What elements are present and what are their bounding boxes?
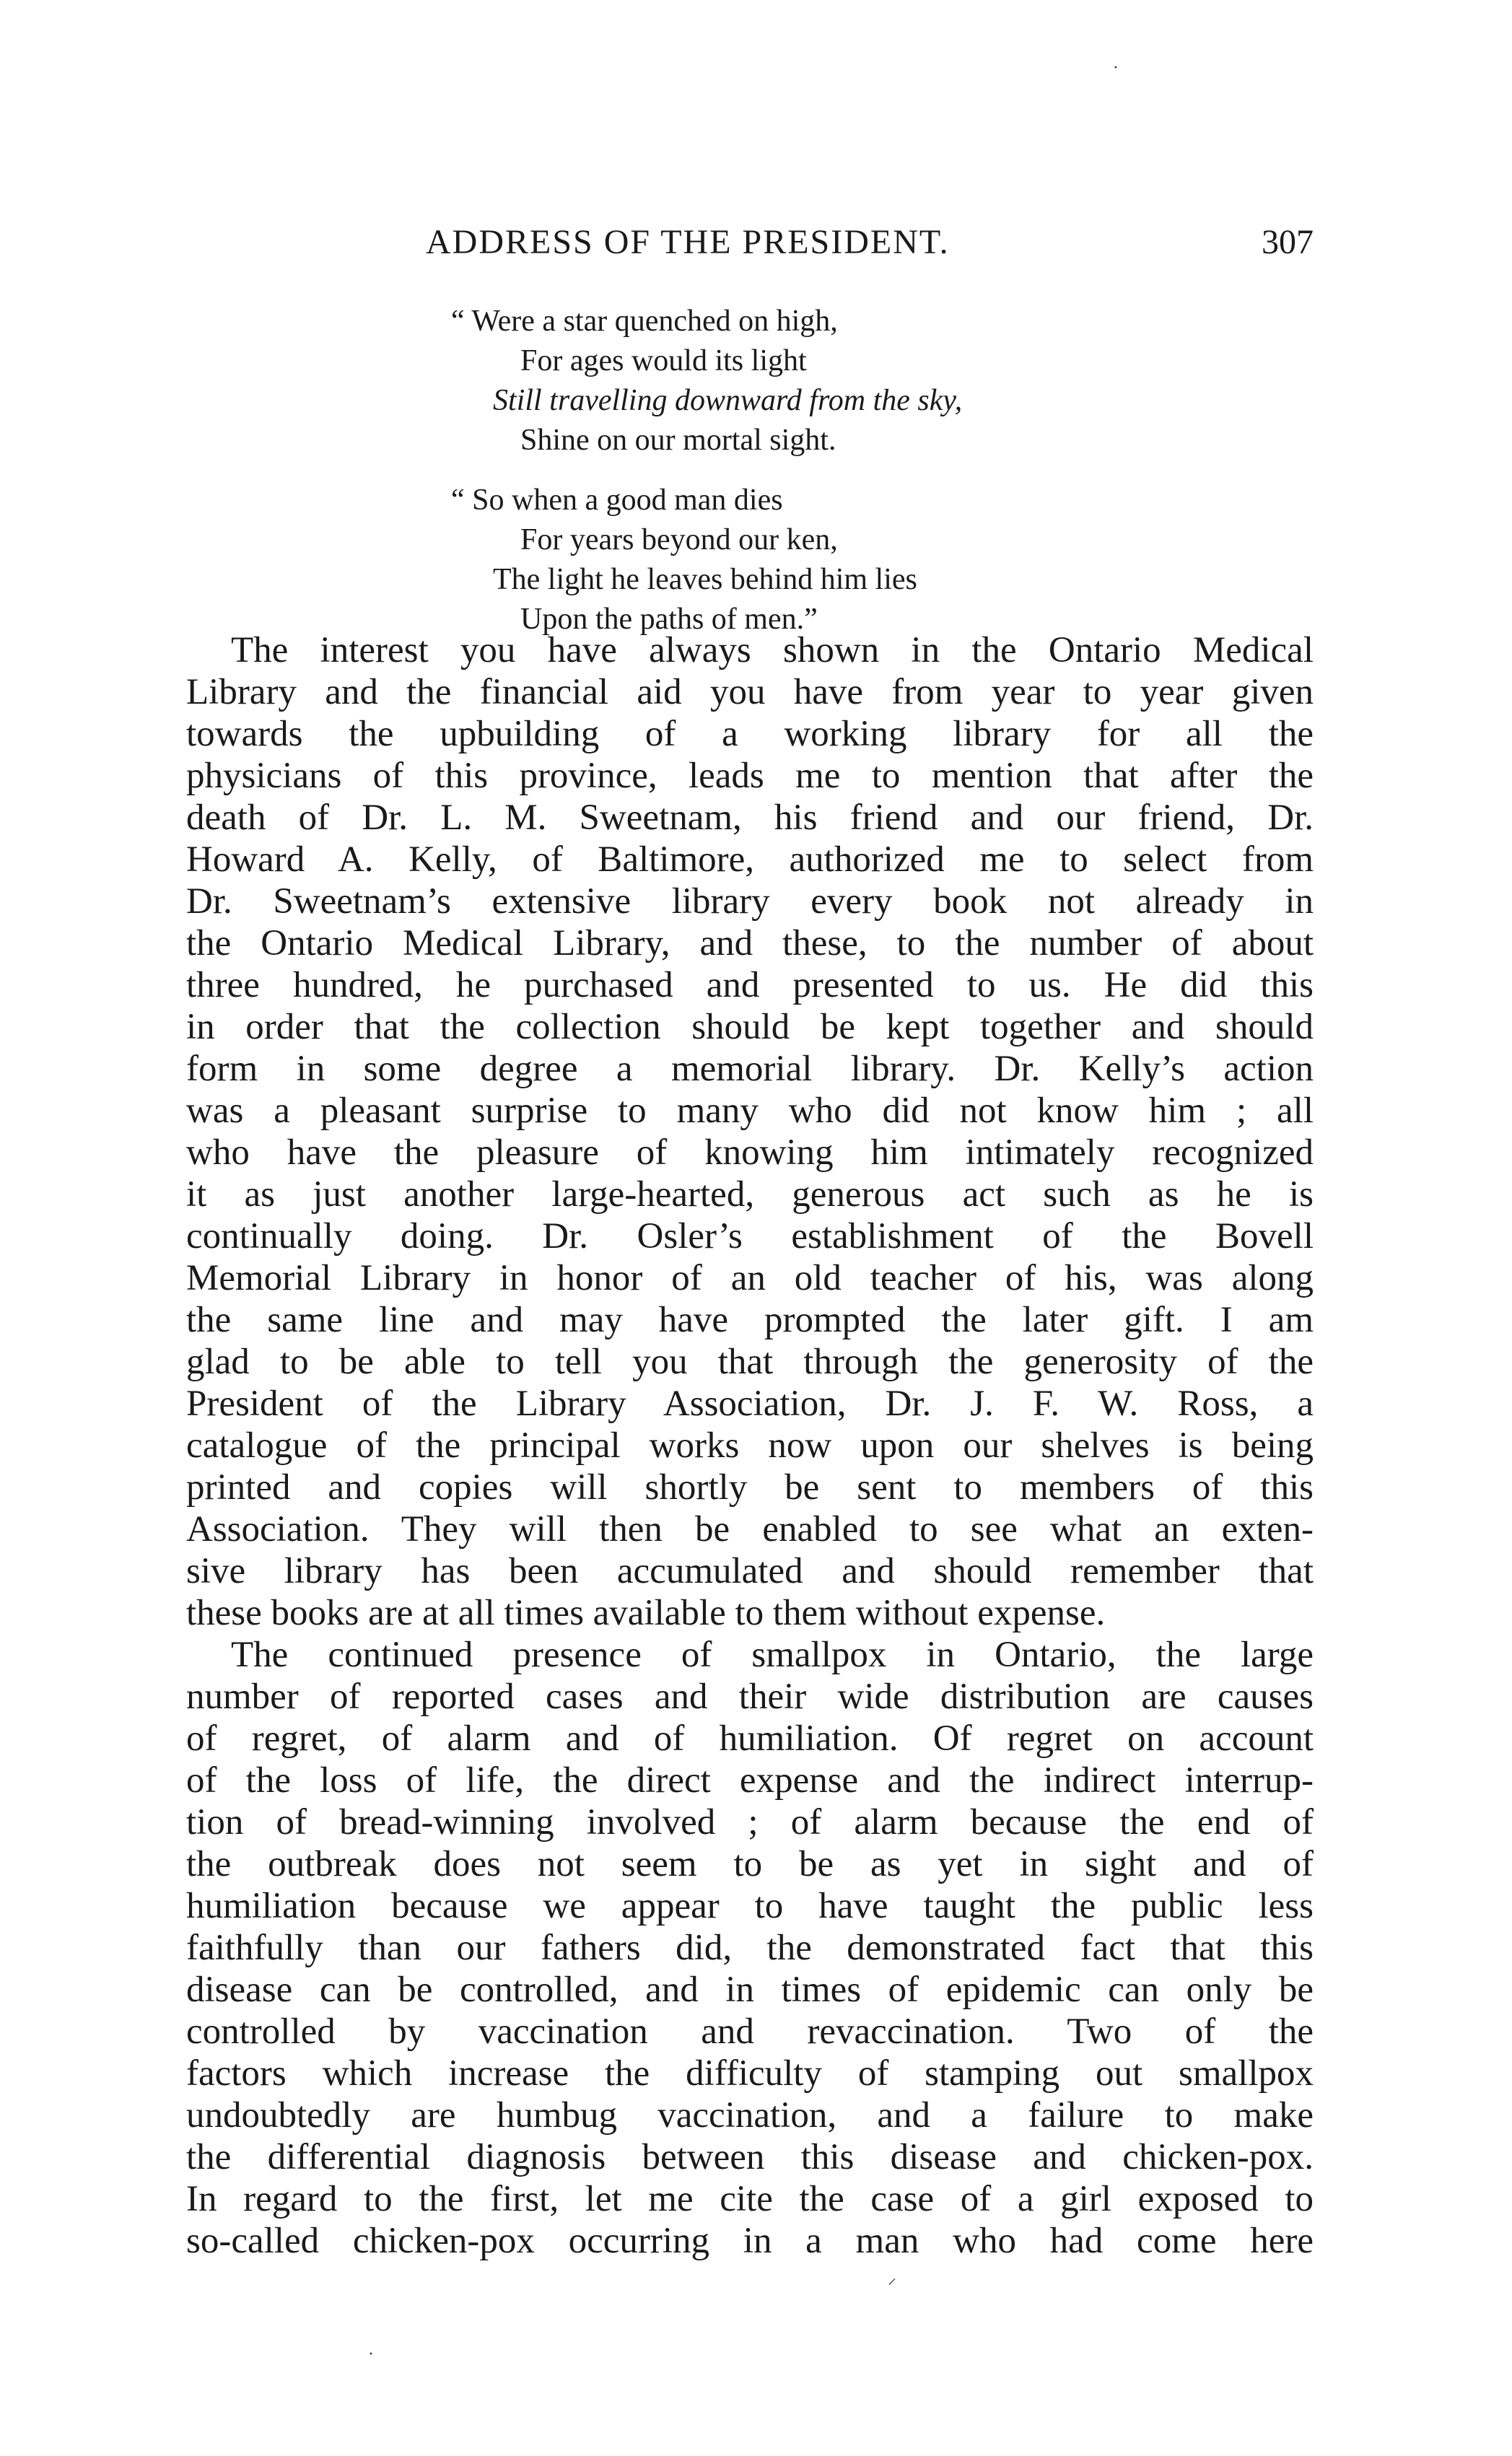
text-line: the Ontario Medical Library, and these, to the number of about [186,923,1314,963]
text-line: faithfully than our fathers did, the demonstrated fact that this [186,1928,1314,1968]
poem-line: Still travelling downward from the sky, [493,384,963,417]
poem-line: “ Were a star quenched on high, [451,305,838,338]
poem-line: For ages would its light [520,344,807,377]
poem-stanza [451,481,962,639]
specks: · [368,2345,374,2364]
poem [451,302,962,660]
text-line: humiliation because we appear to have taught the public less [186,1886,1314,1926]
text-line: Dr. Sweetnam’s extensive library every book not already in [186,881,1314,922]
text-line: physicians of this province, leads me to mention that after the [186,756,1314,796]
text-line: Howard A. Kelly, of Baltimore, authorized me to select from [186,839,1314,880]
text-line: towards the upbuilding of a working library for all the [186,714,1314,754]
text-line: these books are at all times available to them without expense. [186,1593,1106,1633]
body-text [186,629,1314,2262]
text-line: of the loss of life, the direct expense and the indirect interrup- [186,1760,1314,1801]
text-line: the outbreak does not seem to be as yet in sight and of [186,1844,1314,1884]
poem-line: The light he leaves behind him lies [493,563,917,596]
text-line: The interest you have always shown in the Ontario Medical [231,630,1314,670]
text-line: undoubtedly are humbug vaccination, and a failure to make [186,2095,1314,2136]
text-line: glad to be able to tell you that through the generosity of the [186,1342,1314,1382]
text-line: disease can be controlled, and in times of epidemic can only be [186,1970,1314,2010]
poem-stanza [451,302,962,460]
text-line: who have the pleasure of knowing him intimately recognized [186,1132,1314,1173]
page-header [426,222,1314,266]
text-line: was a pleasant surprise to many who did not know him ; all [186,1091,1314,1131]
text-line: it as just another large-hearted, generous act such as he is [186,1174,1314,1215]
poem-line: For years beyond our ken, [520,523,838,556]
text-line: tion of bread-winning involved ; of alarm because the end of [186,1802,1314,1843]
text-line: three hundred, he purchased and presented to us. He did this [186,965,1314,1005]
text-line: the differential diagnosis between this disease and chicken-pox. [186,2137,1314,2177]
text-line: death of Dr. L. M. Sweetnam, his friend and our friend, Dr. [186,797,1314,838]
text-line: form in some degree a memorial library. Dr. Kelly’s action [186,1049,1314,1089]
text-line: in order that the collection should be kept together and should [186,1007,1314,1047]
poem-line: “ So when a good man dies [451,484,783,517]
specks: ⸝ [888,2269,896,2288]
text-line: The continued presence of smallpox in Ontario, the large [231,1635,1314,1675]
text-line: factors which increase the difficulty of stamping out smallpox [186,2053,1314,2094]
text-line: the same line and may have prompted the later gift. I am [186,1300,1314,1340]
poem-line: Upon the paths of men.” [520,603,818,636]
text-line: sive library has been accumulated and should remember that [186,1551,1314,1591]
text-line: of regret, of alarm and of humiliation. Of regret on account [186,1718,1314,1759]
text-line: In regard to the first, let me cite the case of a girl exposed to [186,2179,1314,2219]
poem-line: Shine on our mortal sight. [520,424,836,457]
page-number: 307 [1262,223,1314,261]
text-line: Memorial Library in honor of an old teacher of his, was along [186,1258,1314,1298]
text-line: Association. They will then be enabled to see what an exten- [186,1509,1314,1550]
text-line: controlled by vaccination and revaccination. Two of the [186,2011,1314,2052]
text-line: continually doing. Dr. Osler’s establishment of the Bovell [186,1216,1314,1257]
text-line: Library and the financial aid you have from year to year given [186,672,1314,712]
text-line: President of the Library Association, Dr. J. F. W. Ross, a [186,1384,1314,1424]
text-line: number of reported cases and their wide distribution are causes [186,1677,1314,1717]
text-line: so-called chicken-pox occurring in a man who had come here [186,2221,1314,2261]
text-line: printed and copies will shortly be sent to members of this [186,1467,1314,1508]
running-title: ADDRESS OF THE PRESIDENT. [426,223,950,261]
specks: · [1113,58,1119,77]
text-line: catalogue of the principal works now upon our shelves is being [186,1425,1314,1466]
